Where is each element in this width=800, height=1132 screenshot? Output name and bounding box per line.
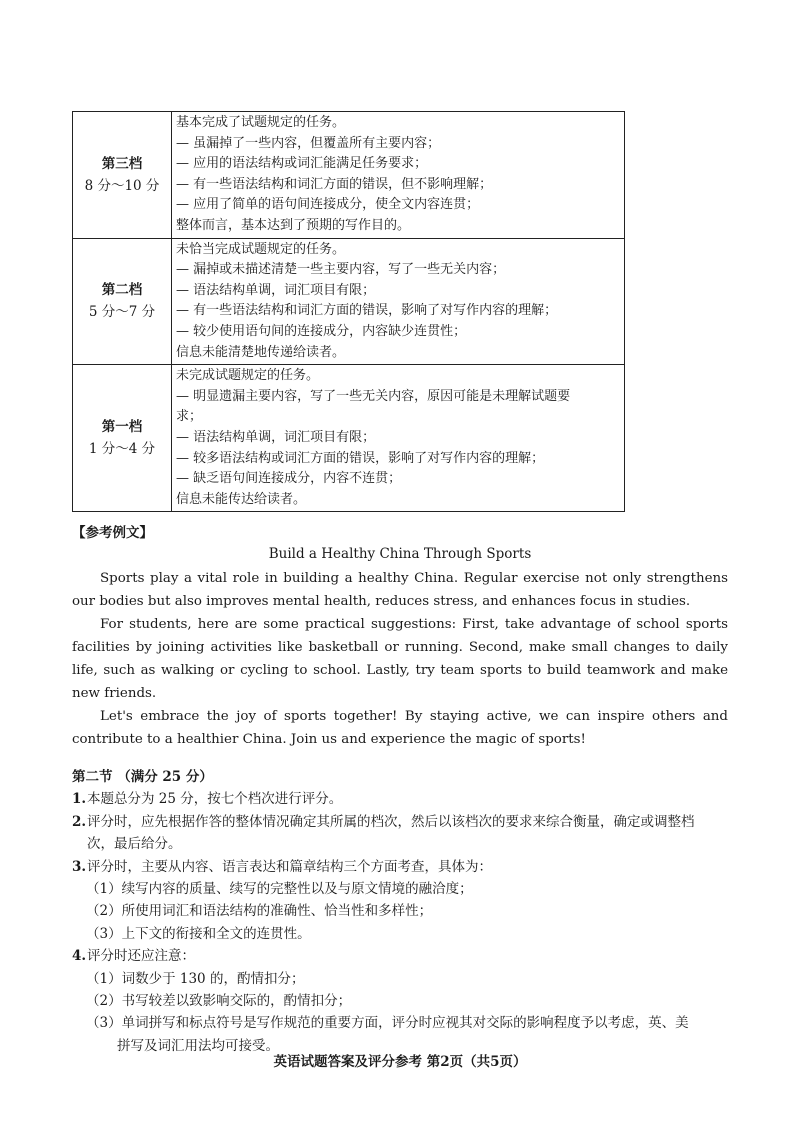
grade-desc-line: — 漏掉或未描述清楚一些主要内容，写了一些无关内容；: [176, 262, 506, 278]
grade-level-name: 第一档: [101, 419, 143, 436]
grade-desc-line: 未恰当完成试题规定的任务。: [176, 241, 346, 257]
rule-subitem: （1）词数少于 130 的，酌情扣分；: [86, 970, 305, 987]
rule-item: [72, 811, 732, 833]
essay-paragraph: Let's embrace the joy of sports together! By staying active, we can inspire others and contribute to a healthier China. Join us and experience the magic of sports!: [72, 709, 728, 747]
rule-text: 评分时，主要从内容、语言表达和篇章结构三个方面考查，具体为：: [87, 858, 492, 875]
grade-level-range: 1 分～4 分: [88, 441, 156, 458]
grade-level-range: 8 分～10 分: [84, 177, 160, 194]
grade-desc-line: 基本完成了试题规定的任务。: [176, 115, 346, 130]
rule-text-continued: 次，最后给分。: [87, 836, 182, 853]
rule-item: [72, 788, 732, 810]
rule-text: 本题总分为 25 分，按七个档次进行评分。: [87, 791, 343, 808]
grade-desc-line: — 语法结构单调，词汇项目有限；: [176, 429, 376, 445]
rule-subitem: （3）上下文的衔接和全文的连贯性。: [86, 925, 311, 942]
grading-table: [72, 111, 625, 512]
rule-number: 4.: [72, 948, 87, 965]
reference-essay: [72, 567, 728, 751]
grade-description-cell: [172, 365, 625, 512]
rule-number: 1.: [72, 791, 87, 808]
section-two: [72, 766, 732, 1057]
grade-desc-line: — 虽漏掉了一些内容，但覆盖所有主要内容；: [176, 135, 441, 151]
grade-desc-line: 求；: [176, 409, 203, 425]
rule-subitem: （2）书写较差以致影响交际的，酌情扣分；: [86, 993, 352, 1010]
grade-desc-line: — 有一些语法结构和词汇方面的错误，影响了对写作内容的理解；: [176, 303, 558, 319]
grade-level-name: 第三档: [101, 155, 143, 172]
rule-text: 评分时，应先根据作答的整体情况确定其所属的档次，然后以该档次的要求来综合衡量，确定或调整档: [87, 813, 695, 830]
essay-paragraph: For students, here are some practical suggestions: First, take advantage of school sports facilities by joining activities like basketball or running. Second, make small changes to daily life, such as walking or cycling to school. Lastly, try team sports to build teamwork and make new friends.: [72, 617, 728, 701]
grade-level-name: 第二档: [101, 282, 143, 299]
grade-level-cell: [73, 238, 172, 365]
grade-desc-line: — 缺乏语句间连接成分，内容不连贯；: [176, 471, 402, 487]
rule-text: 评分时还应注意：: [87, 948, 195, 965]
essay-paragraph: Sports play a vital role in building a healthy China. Regular exercise not only strengthens our bodies but also improves mental health, reduces stress, and enhances focus in studies.: [72, 571, 728, 609]
rule-subitem: （3）单词拼写和标点符号是写作规范的重要方面，评分时应视其对交际的影响程度予以考虑，英、美: [86, 1015, 689, 1032]
rule-number: 2.: [72, 813, 87, 830]
section-two-title: 第二节 （满分 25 分）: [72, 769, 213, 785]
reference-heading: 【参考例文】: [72, 525, 153, 541]
rule-subitem: （1）续写内容的质量、续写的完整性以及与原文情境的融洽度；: [86, 881, 473, 898]
grade-level-cell: [73, 112, 172, 239]
grade-row-2: [73, 238, 625, 365]
grade-description-cell: [172, 112, 625, 239]
grade-desc-line: — 有一些语法结构和词汇方面的错误，但不影响理解；: [176, 176, 493, 192]
grade-desc-line: 未完成试题规定的任务。: [176, 368, 320, 384]
grade-desc-line: — 应用了简单的语句间连接成分，使全文内容连贯；: [176, 197, 480, 213]
grade-level-range: 5 分～7 分: [88, 304, 156, 321]
rule-item: [72, 856, 732, 878]
grade-level-cell: [73, 365, 172, 512]
grade-desc-line: 信息未能清楚地传递给读者。: [176, 344, 346, 360]
grade-row-1: [73, 365, 625, 512]
rule-subitem: （2）所使用词汇和语法结构的准确性、恰当性和多样性；: [86, 903, 433, 920]
rule-subitem-continued: 拼写及词汇用法均可接受。: [117, 1037, 279, 1054]
grade-desc-line: — 应用的语法结构或词汇能满足任务要求；: [176, 156, 428, 172]
grade-desc-line: — 较少使用语句间的连接成分，内容缺少连贯性；: [176, 323, 467, 339]
grade-description-cell: [172, 238, 625, 365]
grade-desc-line: 整体而言，基本达到了预期的写作目的。: [176, 217, 411, 233]
grade-desc-line: — 明显遗漏主要内容，写了一些无关内容，原因可能是未理解试题要: [176, 388, 571, 404]
page-footer: 英语试题答案及评分参考 第2页（共5页）: [273, 1054, 527, 1070]
grade-desc-line: 信息未能传达给读者。: [176, 491, 307, 507]
grade-row-3: [73, 112, 625, 239]
grade-desc-line: — 语法结构单调，词汇项目有限；: [176, 282, 376, 298]
essay-title: Build a Healthy China Through Sports: [268, 546, 532, 562]
grade-desc-line: — 较多语法结构或词汇方面的错误，影响了对写作内容的理解；: [176, 450, 545, 466]
rule-item: [72, 945, 732, 967]
rule-number: 3.: [72, 858, 87, 875]
